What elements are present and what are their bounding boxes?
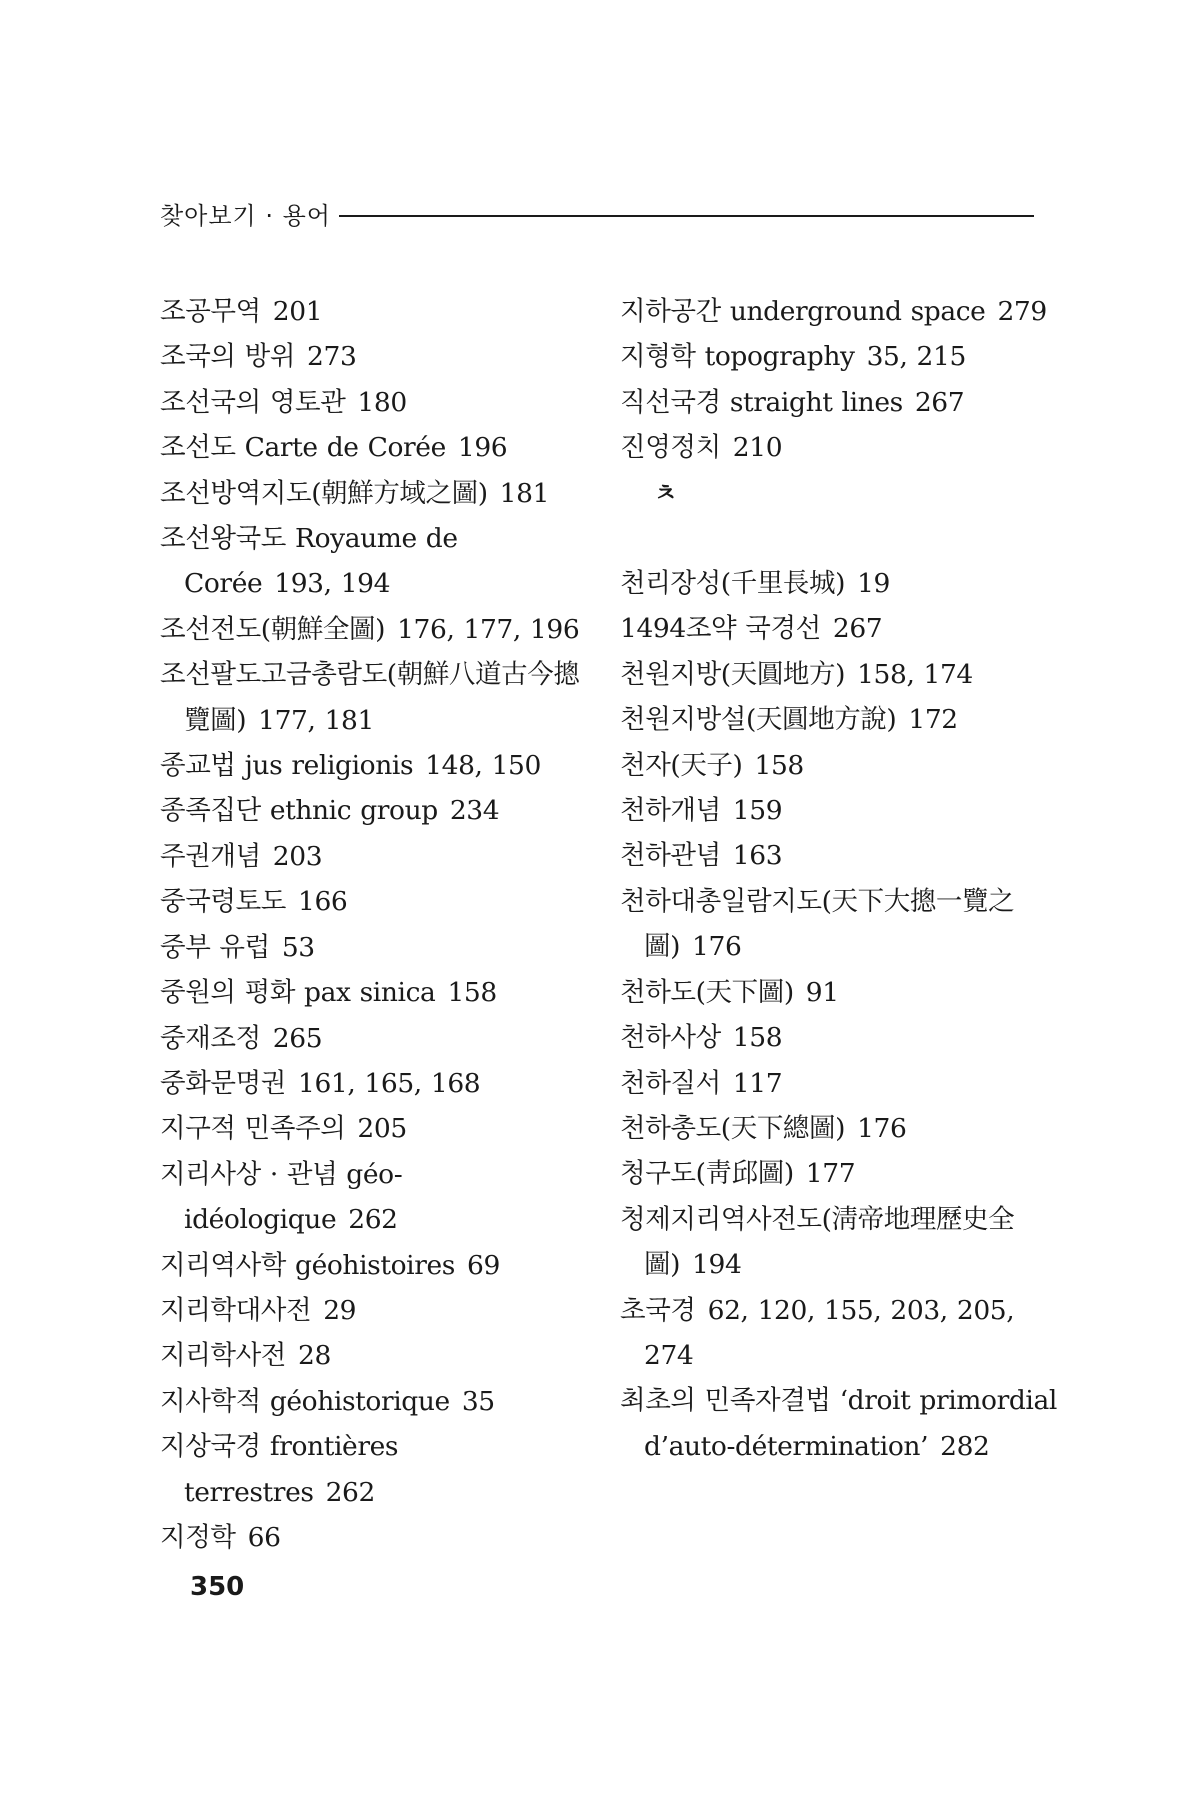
index-pages: 28 (298, 1340, 331, 1372)
index-term: 조선방역지도(朝鮮方域之圖) (160, 477, 488, 509)
index-entry (620, 743, 1060, 788)
index-entry (160, 1515, 590, 1560)
index-term: 지구적 민족주의 (160, 1113, 346, 1145)
index-term: 천원지방설(天圓地方說) (620, 704, 897, 736)
index-group-ji (620, 289, 1060, 471)
index-term: 지리역사학 géohistoires (160, 1249, 455, 1281)
index-entry (160, 925, 590, 970)
index-entry (620, 334, 1060, 379)
index-pages: 181 (499, 477, 550, 509)
index-pages: 117 (732, 1067, 783, 1099)
index-entry (620, 1106, 1060, 1151)
index-entry (620, 425, 1060, 470)
index-pages: 234 (449, 795, 500, 827)
index-entry (620, 1378, 1060, 1469)
index-term: 직선국경 straight lines (620, 386, 903, 418)
index-pages: 205 (357, 1113, 407, 1145)
header-rule (339, 215, 1034, 217)
header-title: 찾아보기 · 용어 (160, 202, 331, 230)
index-entry (620, 606, 1060, 651)
index-term: 천하도(天下圖) (620, 976, 794, 1008)
index-pages: 282 (940, 1430, 990, 1462)
index-entry (160, 334, 590, 379)
index-entry (620, 697, 1060, 742)
index-entry (160, 1243, 590, 1288)
index-term: 중국령토도 (160, 886, 286, 918)
index-pages: 180 (357, 386, 407, 418)
index-term: 천하관념 (620, 840, 721, 872)
index-entry (620, 1288, 1060, 1379)
index-term: 지상국경 frontières terrestres (160, 1431, 399, 1508)
index-term: 조선왕국도 Royaume de Corée (160, 523, 458, 600)
index-entry (160, 516, 590, 607)
page-number: 350 (190, 1572, 245, 1602)
index-pages: 177, 181 (258, 704, 374, 736)
index-pages: 194 (692, 1249, 742, 1281)
index-term: 주권개념 (160, 840, 261, 872)
index-entry (620, 289, 1060, 334)
index-term: 초국경 (620, 1294, 696, 1326)
index-pages: 196 (457, 432, 508, 464)
index-term: 1494조약 국경선 (620, 613, 821, 645)
index-term: 천하개념 (620, 795, 721, 827)
index-pages: 262 (325, 1476, 375, 1508)
index-term: 천하총도(天下總圖) (620, 1112, 846, 1144)
index-pages: 62, 120, 155, 203, 205, 274 (644, 1294, 1015, 1371)
index-entry (160, 1106, 590, 1151)
index-term: 중화문명권 (160, 1067, 286, 1099)
index-pages: 203 (272, 840, 323, 872)
index-pages: 273 (307, 341, 357, 373)
index-pages: 53 (281, 931, 315, 963)
index-entry (160, 652, 590, 743)
index-term: 조선팔도고금총람도(朝鮮八道古今摠覽圖) (160, 659, 580, 736)
index-pages: 35, 215 (866, 341, 966, 373)
index-entry (620, 1151, 1060, 1196)
index-entry (620, 1197, 1060, 1288)
index-column-left (160, 289, 590, 1560)
index-term: 조선도 Carte de Corée (160, 432, 446, 464)
index-term: 중원의 평화 pax sinica (160, 977, 436, 1009)
index-term: 중부 유럽 (160, 931, 270, 963)
index-entry (160, 1288, 590, 1333)
index-pages: 66 (247, 1521, 281, 1553)
index-entry (620, 380, 1060, 425)
index-term: 지하공간 underground space (620, 296, 986, 327)
index-pages: 166 (298, 886, 348, 918)
index-entry (160, 788, 590, 833)
index-term: 천자(天子) (620, 749, 743, 781)
page-header (160, 196, 1034, 231)
index-term: 천하사상 (620, 1022, 721, 1054)
index-pages: 158 (754, 749, 804, 781)
index-pages: 158, 174 (857, 658, 973, 690)
index-entry (620, 788, 1060, 833)
index-pages: 29 (323, 1294, 357, 1326)
index-entry (160, 1333, 590, 1378)
index-term: 청제지리역사전도(淸帝地理歷史全圖) (620, 1203, 1015, 1281)
index-pages: 201 (272, 296, 323, 327)
index-term: 조선전도(朝鮮全圖) (160, 613, 386, 645)
index-entry (620, 970, 1060, 1015)
index-column-right (620, 289, 1060, 1469)
index-entry (160, 1061, 590, 1106)
index-pages: 35 (461, 1385, 495, 1417)
index-pages: 158 (732, 1022, 783, 1054)
index-term: 지사학적 géohistorique (160, 1385, 450, 1417)
index-group-chieut (620, 561, 1060, 1469)
index-pages: 158 (447, 977, 497, 1009)
index-entry (160, 1152, 590, 1243)
index-term: 진영정치 (620, 432, 721, 464)
index-entry (160, 970, 590, 1015)
index-entry (160, 834, 590, 879)
index-term: 종교법 jus religionis (160, 750, 414, 782)
section-letter-heading: ㅊ (654, 478, 678, 507)
index-pages: 177 (805, 1158, 856, 1190)
index-pages: 19 (857, 568, 890, 600)
index-pages: 176 (857, 1112, 907, 1144)
index-pages: 267 (832, 613, 883, 645)
index-term: 중재조정 (160, 1022, 261, 1054)
index-pages: 279 (997, 296, 1047, 327)
index-pages: 163 (732, 840, 783, 872)
index-entry (160, 380, 590, 425)
index-term: 지정학 (160, 1521, 236, 1553)
index-pages: 148, 150 (425, 750, 541, 782)
index-pages: 172 (908, 704, 958, 736)
index-term: 조공무역 (160, 296, 261, 327)
index-pages: 159 (732, 795, 783, 827)
index-entry (160, 607, 590, 652)
index-entry (620, 1015, 1060, 1060)
index-term: 지리학대사전 (160, 1294, 312, 1326)
index-term: 지리학사전 (160, 1340, 286, 1372)
index-entry (160, 1379, 590, 1424)
index-entry (620, 1061, 1060, 1106)
index-term: 천하대총일람지도(天下大摠一覽之圖) (620, 885, 1015, 963)
index-entry (620, 561, 1060, 606)
index-pages: 161, 165, 168 (298, 1067, 481, 1099)
index-entry (620, 652, 1060, 697)
index-term: 천하질서 (620, 1067, 721, 1099)
index-entry (160, 743, 590, 788)
index-entry (620, 879, 1060, 970)
index-term: 조국의 방위 (160, 341, 296, 373)
index-entry (160, 425, 590, 470)
index-entry (620, 833, 1060, 878)
index-pages: 193, 194 (274, 568, 391, 600)
index-entry (160, 1424, 590, 1515)
index-pages: 69 (467, 1249, 500, 1281)
index-pages: 210 (732, 432, 783, 464)
index-term: 조선국의 영토관 (160, 386, 346, 418)
index-term: 천원지방(天圓地方) (620, 658, 846, 690)
index-pages: 91 (805, 976, 839, 1008)
index-pages: 265 (272, 1022, 323, 1054)
index-pages: 267 (914, 386, 965, 418)
index-pages: 262 (348, 1204, 398, 1236)
index-pages: 176 (692, 931, 742, 963)
index-entry (160, 879, 590, 924)
index-term: 천리장성(千里長城) (620, 568, 846, 600)
index-pages: 176, 177, 196 (397, 613, 580, 645)
index-entry (160, 289, 590, 334)
index-term: 종족집단 ethnic group (160, 795, 438, 827)
index-entry (160, 1016, 590, 1061)
index-term: 청구도(靑邱圖) (620, 1158, 794, 1190)
index-term: 지리사상 · 관념 géo-idéologique (160, 1158, 403, 1236)
index-entry (160, 471, 590, 516)
index-term: 최초의 민족자결법 ‘droit primordial d’auto-détermination’ (620, 1385, 1057, 1462)
index-term: 지형학 topography (620, 341, 855, 373)
